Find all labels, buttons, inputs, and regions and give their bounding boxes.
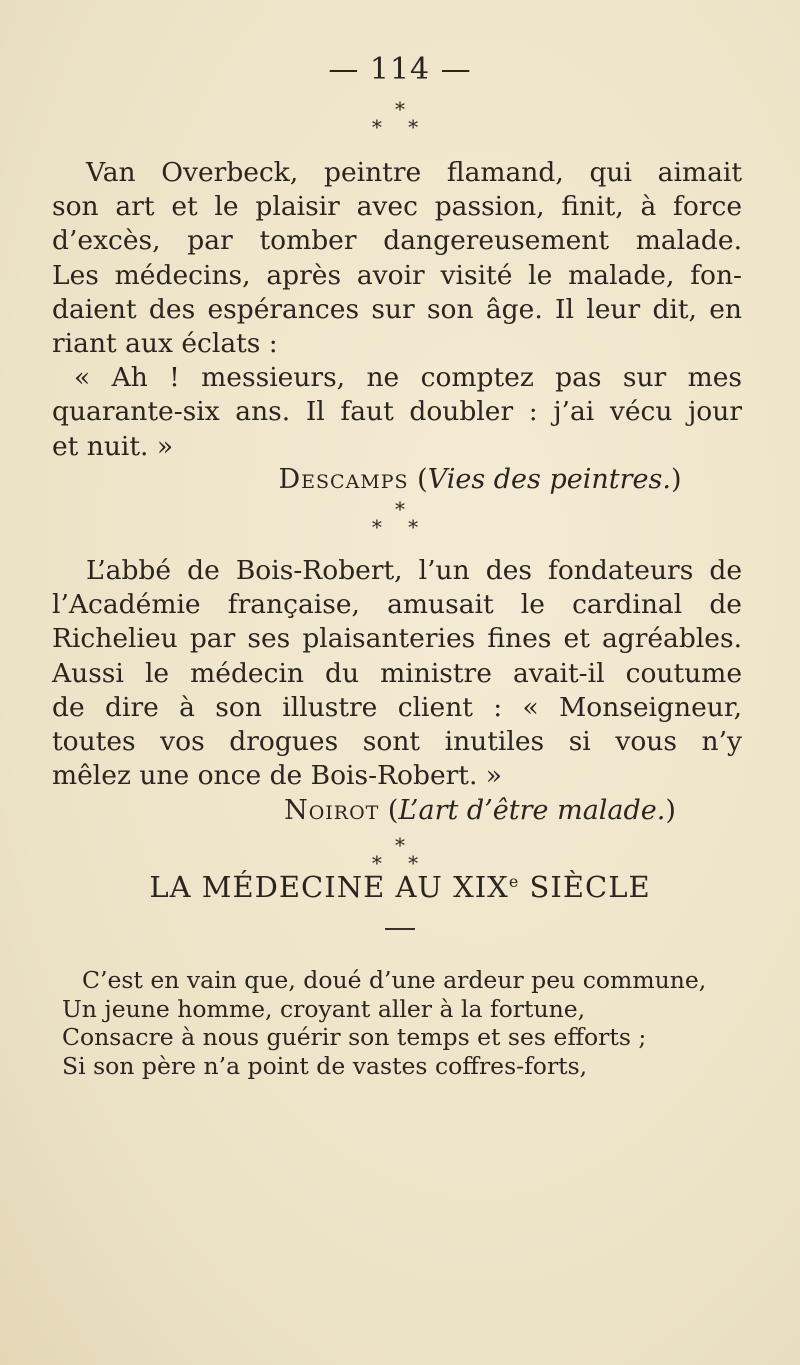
asterism-top: * [395, 833, 405, 857]
verse-stanza [62, 966, 752, 1080]
asterism-top: * [395, 97, 405, 121]
text-line: Van Overbeck, peintre flamand, qui aimait [86, 157, 742, 188]
text-line: quarante-six ans. Il faut doubler : j’ai vécu jour [52, 396, 742, 428]
text-line: Les médecins, après avoir visité le malade, fon- [52, 259, 742, 291]
anecdote-bois-robert [52, 554, 742, 793]
text-line: Richelieu par ses plaisanteries fines et agréables. [52, 623, 742, 655]
text-line: l’Académie française, amusait le cardinal de [52, 589, 742, 621]
verse-line: Si son père n’a point de vastes coffres-forts, [62, 1051, 588, 1080]
text-line: son art et le plaisir avec passion, finit, à force [52, 191, 742, 223]
source-work: Vies des peintres. [427, 464, 671, 495]
text-line: L’abbé de Bois-Robert, l’un des fondateurs de [86, 555, 742, 586]
page-number: — 114 — [328, 52, 472, 87]
source-citation: Descamps (Vies des peintres.) [278, 464, 682, 495]
source-author: Noirot [284, 795, 380, 826]
text-line: daient des espérances sur son âge. Il leur dit, en [52, 293, 742, 325]
asterism-separator [0, 97, 800, 139]
heading-text-end: SIÈCLE [519, 870, 651, 904]
verse-line: C’est en vain que, doué d’une ardeur peu commune, [82, 966, 707, 994]
asterism-bottom: * * [371, 515, 429, 539]
text-line: mêlez une once de Bois-Robert. » [52, 760, 503, 792]
heading-text: LA MÉDECINE AU XIX [149, 870, 509, 904]
heading-rule [385, 928, 415, 930]
source-author: Descamps [278, 464, 409, 495]
asterism-bottom: * * [371, 115, 429, 139]
source-citation: Noirot (L’art d’être malade.) [284, 795, 676, 826]
anecdote-van-overbeck [52, 156, 742, 464]
text-line: et nuit. » [52, 430, 174, 462]
text-line: « Ah ! messieurs, ne comptez pas sur mes [74, 362, 742, 394]
heading-superscript: e [508, 872, 520, 891]
asterism-separator [0, 833, 800, 875]
text-line: riant aux éclats : [52, 328, 278, 360]
text-line: d’excès, par tomber dangereusement malade. [52, 225, 742, 257]
text-line: Aussi le médecin du ministre avait-il coutume [52, 657, 742, 689]
text-line: de dire à son illustre client : « Monseigneur, [52, 691, 742, 723]
asterism-separator [0, 497, 800, 539]
asterism-bottom: * * [371, 851, 429, 875]
source-work: L’art d’être malade. [398, 795, 666, 826]
verse-line: Un jeune homme, croyant aller à la fortune, [62, 994, 586, 1023]
section-heading [0, 870, 800, 904]
asterism-top: * [395, 497, 405, 521]
verse-line: Consacre à nous guérir son temps et ses efforts ; [62, 1023, 647, 1051]
text-line: toutes vos drogues sont inutiles si vous n’y [52, 726, 742, 758]
